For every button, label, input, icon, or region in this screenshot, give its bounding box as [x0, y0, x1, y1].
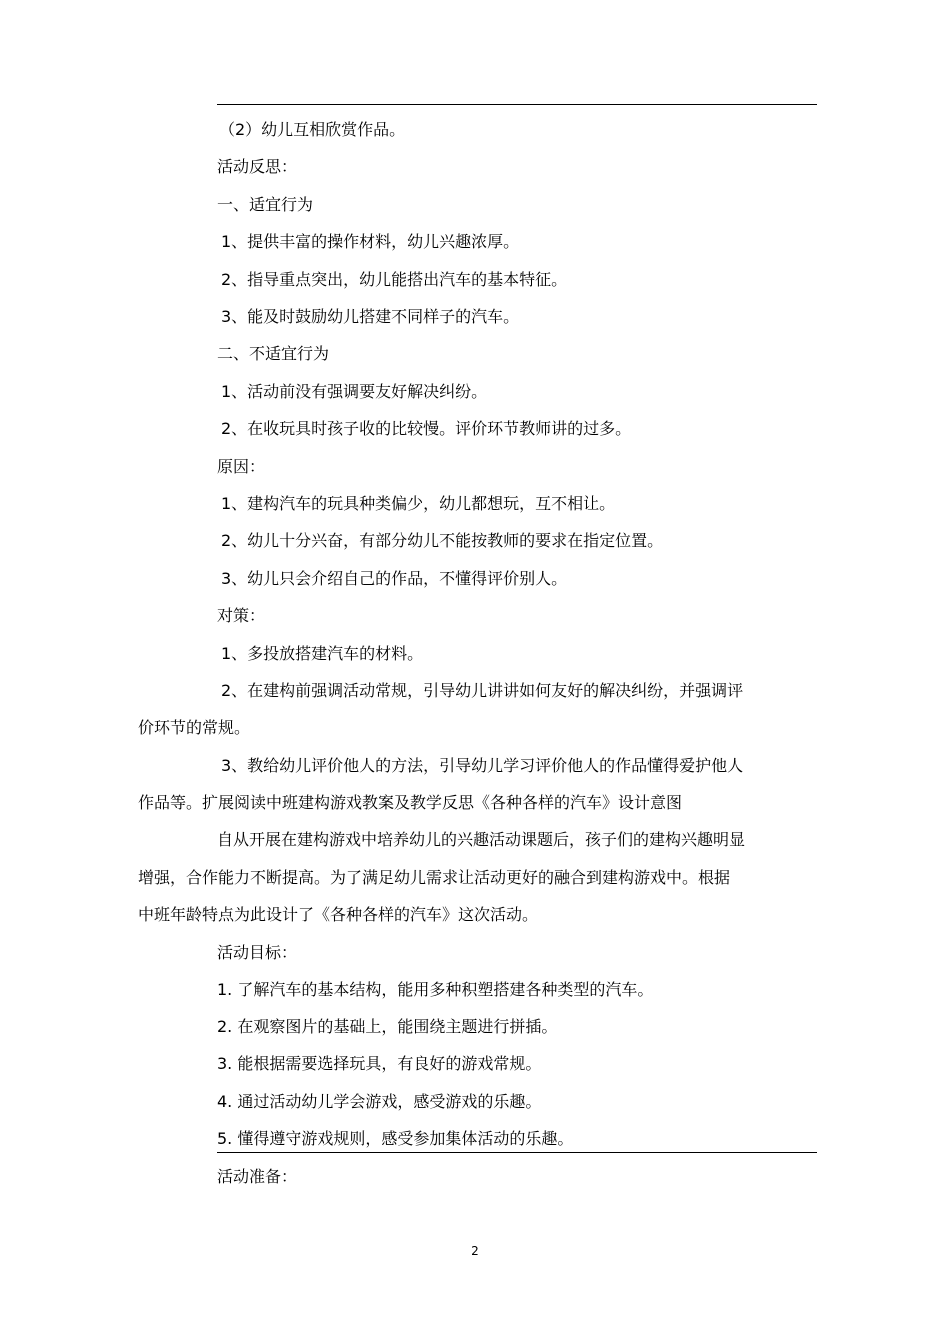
text-line: 增强，合作能力不断提高。为了满足幼儿需求让活动更好的融合到建构游戏中。根据: [138, 868, 731, 887]
page-number: 2: [471, 1244, 479, 1258]
text-line: 中班年龄特点为此设计了《各种各样的汽车》这次活动。: [138, 905, 539, 924]
text-line: 5. 懂得遵守游戏规则，感受参加集体活动的乐趣。: [217, 1129, 574, 1148]
text-line: 价环节的常规。: [138, 718, 251, 737]
text-line: 一、适宜行为: [217, 195, 314, 214]
text-line: 1、多投放搭建汽车的材料。: [221, 644, 424, 663]
text-line: 二、不适宜行为: [217, 344, 330, 363]
text-line: 4. 通过活动幼儿学会游戏，感受游戏的乐趣。: [217, 1092, 542, 1111]
text-line: 3、幼儿只会介绍自己的作品，不懂得评价别人。: [221, 569, 568, 588]
text-line: 1、活动前没有强调要友好解决纠纷。: [221, 382, 488, 401]
text-line: 原因：: [217, 457, 266, 476]
text-line: 自从开展在建构游戏中培养幼儿的兴趣活动课题后，孩子们的建构兴趣明显: [217, 830, 746, 849]
text-line: 2、在建构前强调活动常规，引导幼儿讲讲如何友好的解决纠纷，并强调评: [221, 681, 744, 700]
text-line: 2、在收玩具时孩子收的比较慢。评价环节教师讲的过多。: [221, 419, 632, 438]
text-line: 3. 能根据需要选择玩具，有良好的游戏常规。: [217, 1054, 542, 1073]
text-line: 3、教给幼儿评价他人的方法，引导幼儿学习评价他人的作品懂得爱护他人: [221, 756, 744, 775]
header-rule: [217, 104, 817, 105]
text-line: 2. 在观察图片的基础上，能围绕主题进行拼插。: [217, 1017, 558, 1036]
text-line: 1、建构汽车的玩具种类偏少，幼儿都想玩，互不相让。: [221, 494, 616, 513]
text-line: 对策：: [217, 606, 266, 625]
text-line: （2）幼儿互相欣赏作品。: [219, 120, 406, 139]
section-rule: [217, 1152, 817, 1153]
text-line: 活动准备：: [217, 1167, 298, 1186]
text-line: 2、幼儿十分兴奋，有部分幼儿不能按教师的要求在指定位置。: [221, 531, 664, 550]
text-line: 3、能及时鼓励幼儿搭建不同样子的汽车。: [221, 307, 520, 326]
text-line: 活动目标：: [217, 943, 298, 962]
text-line: 1. 了解汽车的基本结构，能用多种积塑搭建各种类型的汽车。: [217, 980, 654, 999]
text-line: 2、指导重点突出，幼儿能搭出汽车的基本特征。: [221, 270, 568, 289]
text-line: 1、提供丰富的操作材料，幼儿兴趣浓厚。: [221, 232, 520, 251]
text-line: 活动反思：: [217, 157, 298, 176]
text-line: 作品等。扩展阅读中班建构游戏教案及教学反思《各种各样的汽车》设计意图: [138, 793, 683, 812]
